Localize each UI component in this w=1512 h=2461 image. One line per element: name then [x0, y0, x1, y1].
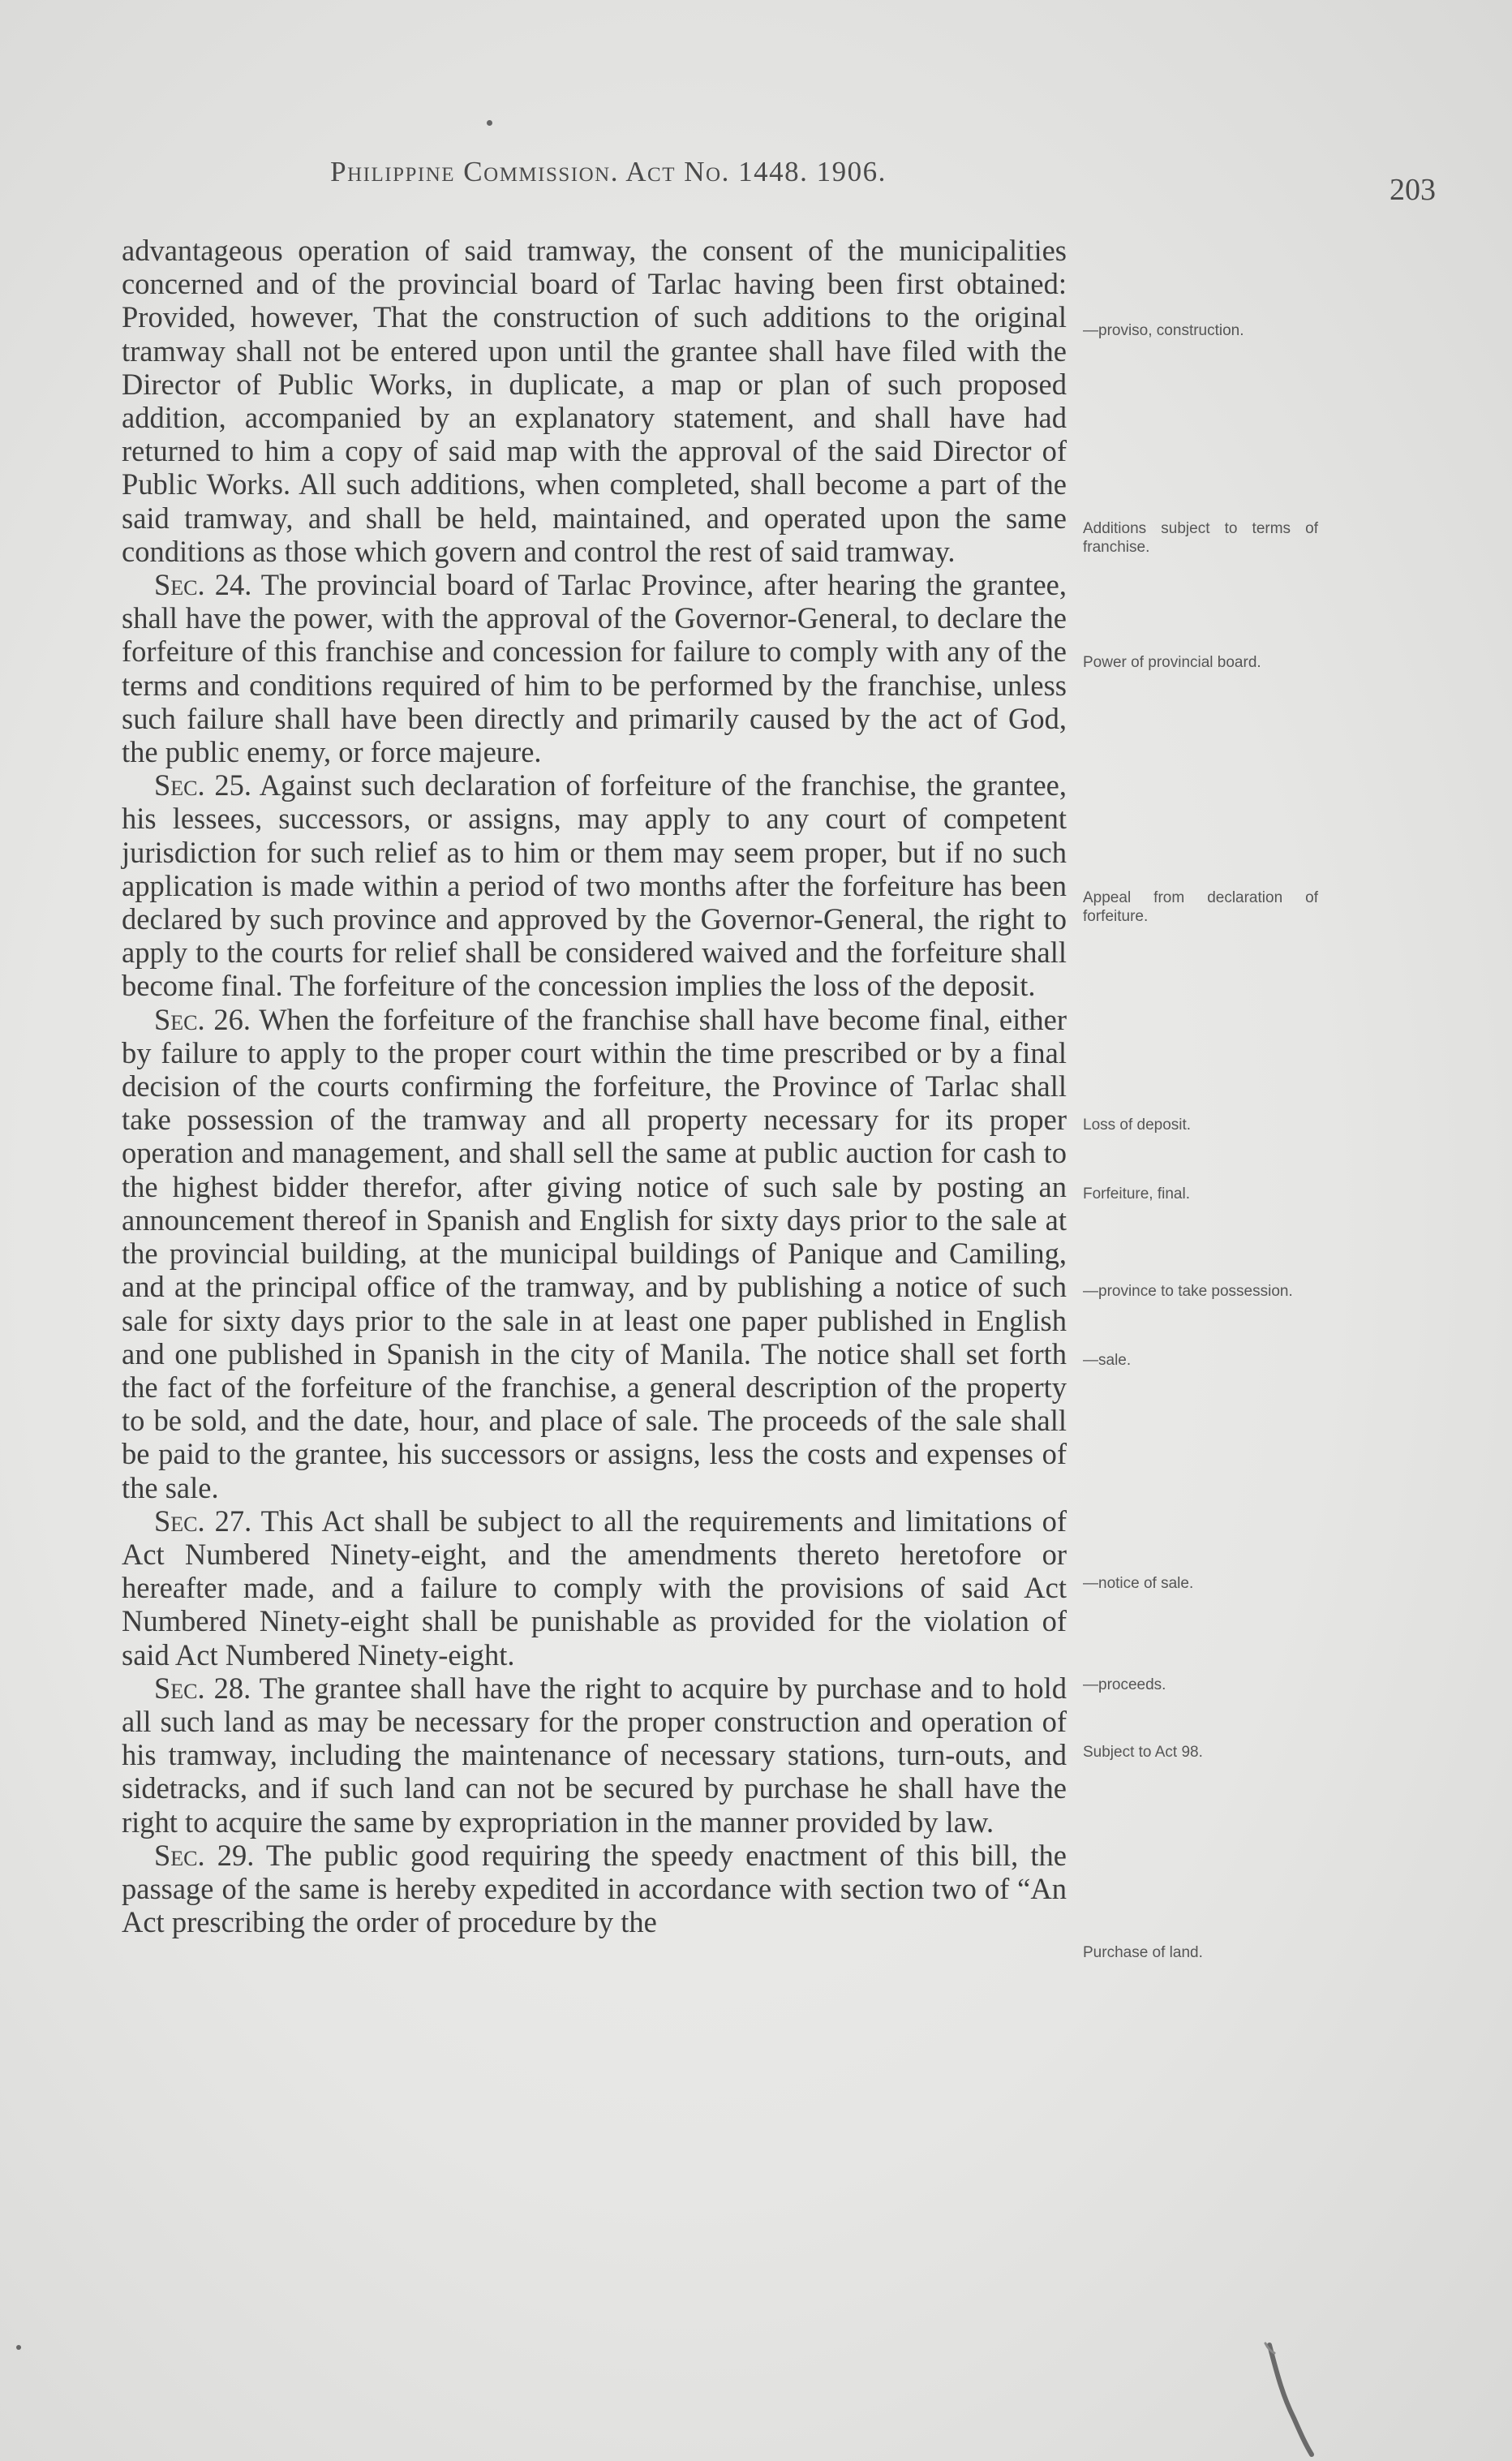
- margin-note-loss-of-deposit: Loss of deposit.: [1083, 1116, 1192, 1134]
- margin-note-proceeds: —proceeds.: [1083, 1676, 1166, 1693]
- section-27: [122, 1504, 1067, 1672]
- margin-note-proviso: —proviso, construction.: [1083, 322, 1244, 339]
- section-25: [122, 768, 1067, 1002]
- margin-note-forfeiture-final: Forfeiture, final.: [1083, 1185, 1190, 1203]
- page-number: 203: [1390, 173, 1436, 207]
- section-number: Sec. 28.: [154, 1671, 251, 1705]
- paragraph-text: The grantee shall have the right to acquire by purchase and to hold all such land as may be necessary for the proper construction and operation of his tramway, including the maintenance of necessary stations, turn-outs, and sidetracks, and if such land can not be secured by purchase he shall have the right to acquire the same by expropriation in the manner provided by law.: [122, 1671, 1067, 1839]
- paragraph-text: advantageous operation of said tramway, the consent of the municipalities concerned and of the provincial board of Tarlac having been first obtained: Provided, however, That the construction of such additions to the original tramway shall not be entered upon until the grantee shall have filed with the Director of Public Works, in duplicate, a map or plan of such proposed addition, accompanied by an explanatory statement, and shall have had returned to him a copy of said map with the approval of the said Director of Public Works. All such additions, when completed, shall become a part of the said tramway, and shall be held, maintained, and operated upon the same conditions as those which govern and control the rest of said tramway.: [122, 234, 1067, 568]
- paragraph-text: Against such declaration of forfeiture of the franchise, the grantee, his lessees, successors, or assigns, may apply to any court of competent jurisdiction for such relief as to him or them may seem proper, but if no such application is made within a period of two months after the forfeiture has been declared by such province and approved by the Governor-General, the right to apply to the courts for relief shall be considered waived and the forfeiture shall become final. The forfeiture of the concession implies the loss of the deposit.: [122, 768, 1067, 1003]
- margin-note-appeal: Appeal from declaration of forfeiture.: [1083, 889, 1318, 925]
- body-text: [122, 234, 1067, 1938]
- pencil-mark-icon: [1253, 2337, 1326, 2459]
- section-number: Sec. 25.: [154, 768, 251, 802]
- section-number: Sec. 27.: [154, 1504, 252, 1538]
- paragraph-text: The public good requiring the speedy enactment of this bill, the passage of the same is hereby expedited in accordance with section two of “An Act prescribing the order of procedure by the: [122, 1838, 1067, 1939]
- paragraph-text: This Act shall be subject to all the requirements and limitations of Act Numbered Ninety-eight, and the amendments thereto heretofore or hereafter made, and a failure to comply with the provisions of said Act Numbered Ninety-eight shall be punishable as provided for the violation of said Act Numbered Ninety-eight.: [122, 1504, 1067, 1672]
- paragraph-text: The provincial board of Tarlac Province, after hearing the grantee, shall have the power, with the approval of the Governor-General, to declare the forfeiture of this franchise and concession for failure to comply with any of the terms and conditions required of him to be performed by the franchise, unless such failure shall have been directly and primarily caused by the act of God, the public enemy, or force majeure.: [122, 568, 1067, 769]
- section-28: [122, 1672, 1067, 1839]
- margin-note-sale: —sale.: [1083, 1352, 1132, 1369]
- running-head: [0, 156, 1512, 213]
- ink-speck: [487, 120, 492, 126]
- margin-note-additions: Additions subject to terms of franchise.: [1083, 520, 1318, 556]
- section-number: Sec. 29.: [154, 1838, 255, 1872]
- margin-note-notice-of-sale: —notice of sale.: [1083, 1575, 1194, 1592]
- margin-note-act-98: Subject to Act 98.: [1083, 1744, 1203, 1761]
- paragraph-text: When the forfeiture of the franchise shall have become final, either by failure to apply to the proper court within the time prescribed or by a final decision of the courts confirming the forfeiture, the Province of Tarlac shall take possession of the tramway and all property necessary for its proper operation and management, and shall sell the same at public auction for cash to the highest bidder therefor, after giving notice of such sale by posting an announcement thereof in Spanish and English for sixty days prior to the sale at the provincial building, at the municipal buildings of Panique and Camiling, and at the principal office of the tramway, and by publishing a notice of such sale for sixty days prior to the sale in at least one paper published in English and one published in Spanish in the city of Manila. The notice shall set forth the fact of the forfeiture of the franchise, a general description of the property to be sold, and the date, hour, and place of sale. The proceeds of the sale shall be paid to the grantee, his successors or assigns, less the costs and expenses of the sale.: [122, 1002, 1067, 1504]
- margin-note-purchase-of-land: Purchase of land.: [1083, 1944, 1203, 1961]
- margin-note-possession: —province to take possession.: [1083, 1283, 1293, 1300]
- section-26: [122, 1003, 1067, 1504]
- section-number: Sec. 24.: [154, 568, 252, 602]
- paragraph-continuation: [122, 234, 1067, 568]
- section-29: [122, 1839, 1067, 1939]
- running-title: Philippine Commission. Act No. 1448. 1906.: [330, 156, 887, 187]
- section-24: [122, 568, 1067, 768]
- section-number: Sec. 26.: [154, 1002, 251, 1036]
- ink-speck: [16, 2345, 21, 2350]
- margin-note-power-of-board: Power of provincial board.: [1083, 654, 1261, 671]
